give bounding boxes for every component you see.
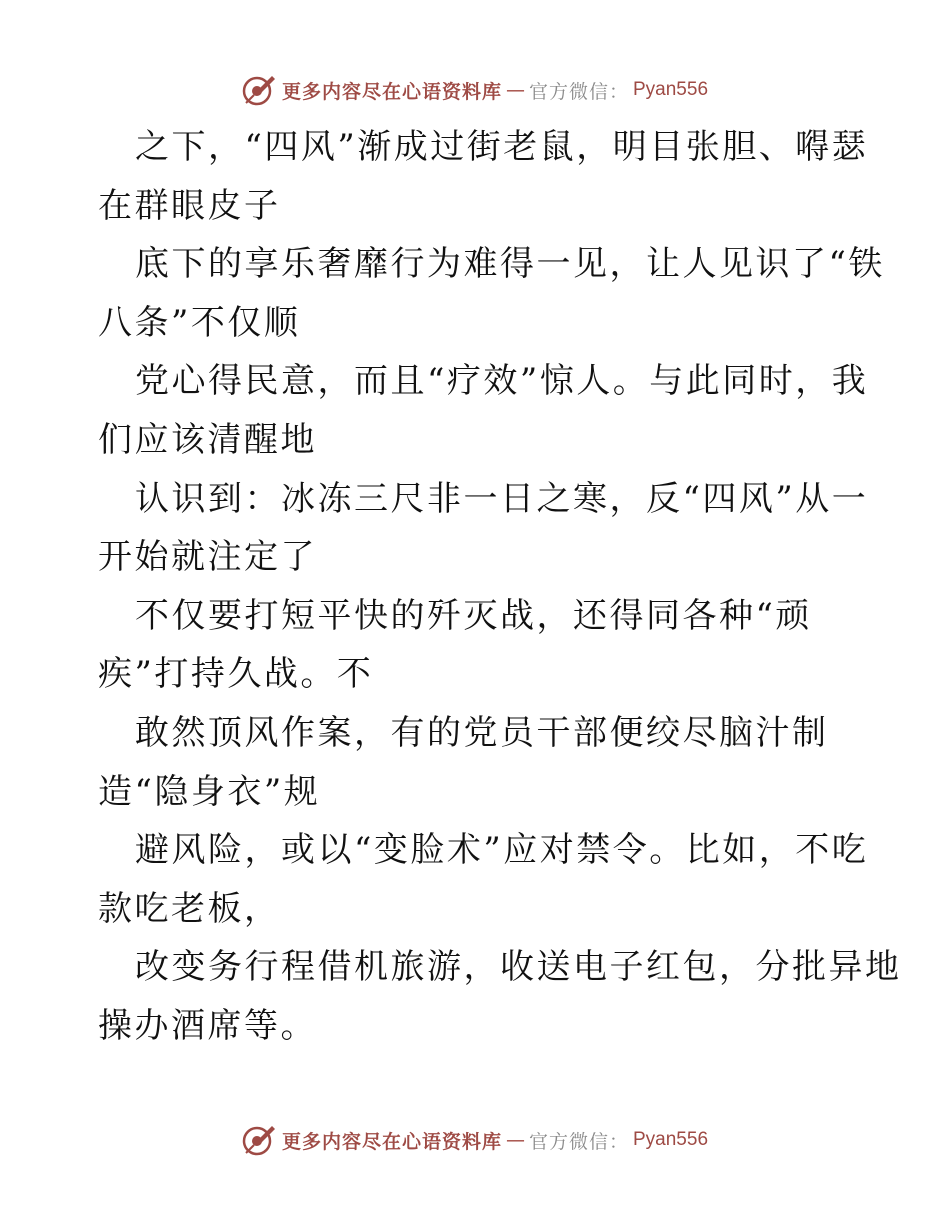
body-line: 改变务行程借机旅游，收送电子红包，分批异地: [135, 947, 902, 988]
pen-logo-icon: [242, 73, 276, 107]
body-line: 在群眼皮子: [98, 185, 281, 226]
watermark-official-label: 官方微信：: [528, 80, 629, 103]
body-line: 造“隐身衣”规: [98, 771, 321, 812]
footer-watermark: [0, 1122, 950, 1158]
body-line: 八条”不仅顺: [98, 302, 301, 343]
body-line: 底下的享乐奢靡行为难得一见，让人见识了“铁: [135, 244, 885, 285]
watermark-wechat-id: Pyan556: [633, 1129, 709, 1150]
pen-logo-icon: [242, 1123, 276, 1157]
watermark-official-label: 官方微信：: [528, 1130, 629, 1153]
watermark-text: 更多内容尽在心语资料库: [281, 1130, 502, 1153]
watermark-separator: —: [505, 79, 525, 101]
body-line: 认识到：冰冻三尺非一日之寒，反“四风”从一: [135, 478, 869, 519]
document-body: [98, 118, 902, 1056]
body-line: 疾”打持久战。不: [98, 654, 374, 695]
body-line: 党心得民意，而且“疗效”惊人。与此同时，我: [135, 361, 869, 402]
watermark-separator: —: [505, 1129, 525, 1151]
body-line: 避风险，或以“变脸术”应对禁令。比如，不吃: [135, 830, 869, 871]
body-line: 之下，“四风”渐成过街老鼠，明目张胆、嘚瑟: [135, 127, 869, 167]
watermark-text: 更多内容尽在心语资料库: [281, 80, 502, 103]
body-line: 款吃老板，: [98, 888, 281, 929]
body-line: 不仅要打短平快的歼灭战，还得同各种“顽: [135, 595, 812, 636]
body-line: 敢然顶风作案，有的党员干部便绞尽脑汁制: [135, 712, 829, 753]
watermark-wechat-id: Pyan556: [633, 79, 709, 100]
body-line: 开始就注定了: [98, 537, 317, 578]
body-line: 们应该清醒地: [98, 419, 317, 460]
header-watermark: [0, 72, 950, 108]
body-line: 操办酒席等。: [98, 1005, 317, 1046]
